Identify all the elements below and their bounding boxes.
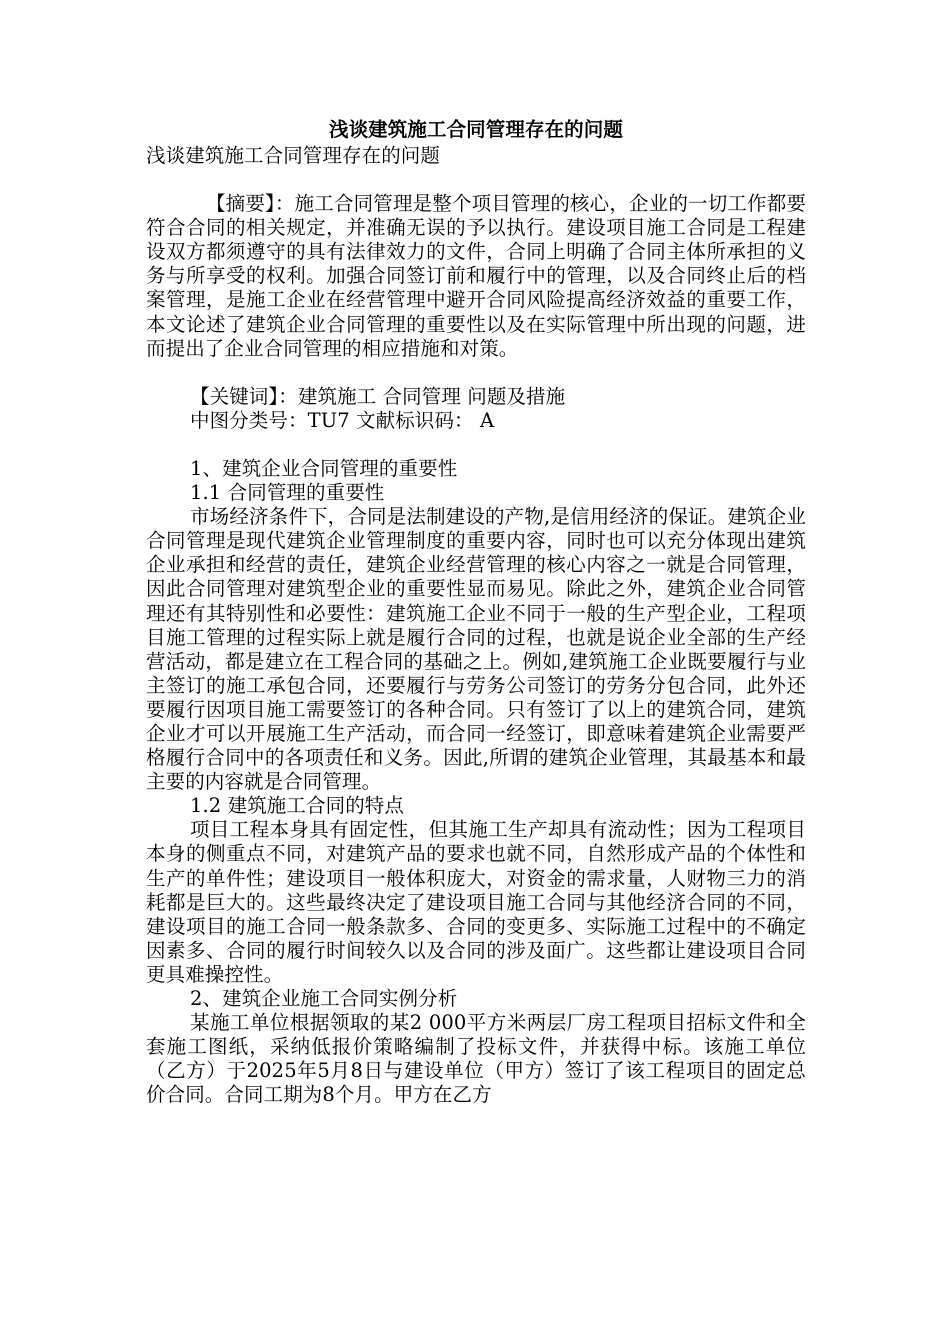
section-2-body: 某施工单位根据领取的某2 000平方米两层厂房工程项目招标文件和全套施工图纸，采纳低报价策略编制了投标文件，并获得中标。该施工单位（乙方）于2025年5月8日与建设单位（甲方）签订了该工程项目的固定总价合同。合同工期为8个月。甲方在乙方 bbox=[146, 1011, 806, 1107]
section-1-2-body: 项目工程本身具有固定性，但其施工生产却具有流动性；因为工程项目本身的侧重点不同，对建筑产品的要求也就不同，自然形成产品的个体性和生产的单件性；建设项目一般体积庞大，对资金的需求量，人财物三力的消耗都是巨大的。这些最终决定了建设项目施工合同与其他经济合同的不同，建设项目的施工合同一般条款多、合同的变更多、实际施工过程中的不确定因素多、合同的履行时间较久以及合同的涉及面广。这些都让建设项目合同更具难操控性。 bbox=[146, 818, 806, 986]
classification-line: 中图分类号：TU7 文献标识码： A bbox=[190, 408, 495, 432]
document-page bbox=[146, 118, 806, 1107]
blank-line bbox=[146, 168, 806, 192]
keywords-line: 【关键词】：建筑施工 合同管理 问题及措施 bbox=[190, 384, 566, 408]
document-title: 浅谈建筑施工合同管理存在的问题 bbox=[328, 118, 623, 141]
section-1-2-heading: 1.2 建筑施工合同的特点 bbox=[190, 794, 405, 818]
abstract-paragraph: 【摘要】：施工合同管理是整个项目管理的核心，企业的一切工作都要符合合同的相关规定，并准确无误的予以执行。建设项目施工合同是工程建设双方都须遵守的具有法律效力的文件，合同上明确了合同主体所承担的义务与所享受的权利。加强合同签订前和履行中的管理，以及合同终止后的档案管理，是施工企业在经营管理中避开合同风险提高经济效益的重要工作，本文论述了建筑企业合同管理的重要性以及在实际管理中所出现的问题，进而提出了企业合同管理的相应措施和对策。 bbox=[146, 192, 806, 360]
section-2-heading: 2、建筑企业施工合同实例分析 bbox=[190, 987, 458, 1010]
blank-line bbox=[146, 433, 806, 457]
section-1-1-heading: 1.1 合同管理的重要性 bbox=[190, 481, 385, 505]
section-1-heading: 1、建筑企业合同管理的重要性 bbox=[190, 456, 458, 480]
document-subtitle: 浅谈建筑施工合同管理存在的问题 bbox=[146, 144, 441, 167]
section-1-1-body: 市场经济条件下，合同是法制建设的产物,是信用经济的保证。建筑企业合同管理是现代建筑企业管理制度的重要内容，同时也可以充分体现出建筑企业承担和经营的责任，建筑企业经营管理的核心内容之一就是合同管理，因此合同管理对建筑型企业的重要性显而易见。除此之外，建筑企业合同管理还有其特别性和必要性：建筑施工企业不同于一般的生产型企业，工程项目施工管理的过程实际上就是履行合同的过程，也就是说企业全部的生产经营活动，都是建立在工程合同的基础之上。例如,建筑施工企业既要履行与业主签订的施工承包合同，还要履行与劳务公司签订的劳务分包合同，此外还要履行因项目施工需要签订的各种合同。只有签订了以上的建筑合同，建筑企业才可以开展施工生产活动，而合同一经签订，即意味着建筑企业需要严格履行合同中的各项责任和义务。因此,所谓的建筑企业管理，其最基本和最主要的内容就是合同管理。 bbox=[146, 505, 806, 794]
blank-line bbox=[146, 361, 806, 385]
